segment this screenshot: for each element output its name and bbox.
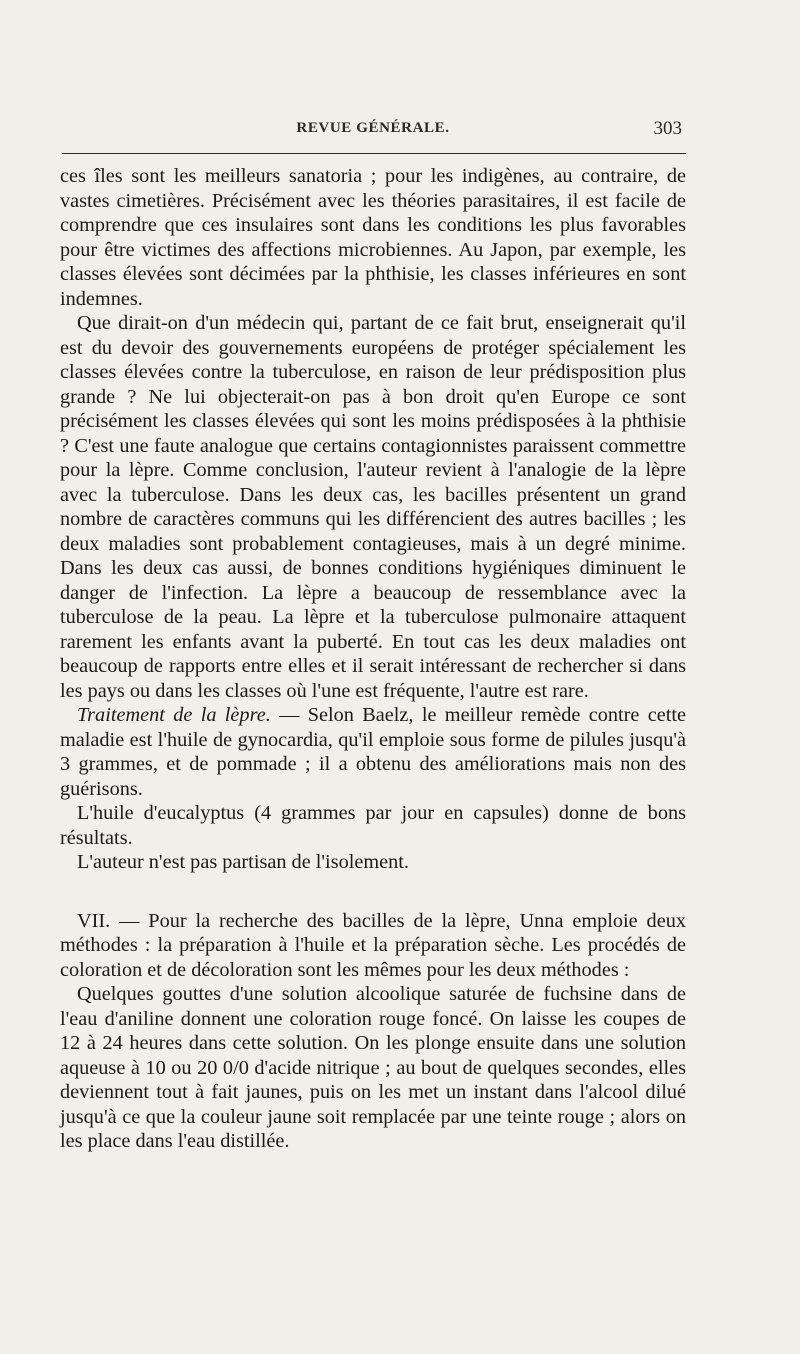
paragraph-eucalyptus: L'huile d'eucalyptus (4 grammes par jour en capsules) donne de bons résultats. bbox=[60, 802, 686, 849]
running-title: REVUE GÉNÉRALE. bbox=[296, 120, 450, 136]
body-text bbox=[60, 164, 686, 1154]
page-number: 303 bbox=[653, 118, 682, 139]
paragraph-treatment-text: — Selon Baelz, le meilleur remède contre cette maladie est l'huile de gynocardia, qu'il emploie sous forme de pilules jusqu'à 3 grammes, et de pommade ; il a obtenu des améliorations mais non des guérisons. bbox=[60, 704, 686, 800]
section-heading-treatment: Traitement de la lèpre. bbox=[77, 704, 271, 726]
paragraph-argument: Que dirait-on d'un médecin qui, partant de ce fait brut, enseignerait qu'il est du devoir des gouvernements européens de protéger spécialement les classes élevées contre la tuberculose, en raison de leur prédisposition plus grande ? Ne lui objecterait-on pas à bon droit qu'en Europe ce sont précisément les classes élevées qui sont les moins prédisposées à la phthisie ? C'est une faute analogue que certains contagionnistes paraissent commettre pour la lèpre. Comme conclusion, l'auteur revient à l'analogie de la lèpre avec la tuberculose. Dans les deux cas, les bacilles présentent un grand nombre de caractères communs qui les différencient des autres bacilles ; les deux maladies sont probablement contagieuses, mais à un degré minime. Dans les deux cas aussi, de bonnes conditions hygiéniques diminuent le danger de l'infection. La lèpre a beaucoup de ressemblance avec la tuberculose de la peau. La lèpre et la tuberculose pulmonaire attaquent rarement les enfants avant la puberté. En tout cas les deux maladies ont beaucoup de rapports entre elles et il serait intéressant de rechercher si dans les pays ou dans les classes où l'une est fréquente, l'autre est rare. bbox=[60, 312, 686, 702]
paragraph-section-vii: VII. — Pour la recherche des bacilles de la lèpre, Unna emploie deux méthodes : la préparation à l'huile et la préparation sèche. Les procédés de coloration et de décoloration sont les mêmes pour les deux méthodes : bbox=[60, 909, 686, 981]
paragraph-treatment bbox=[60, 703, 686, 801]
paragraph-staining: Quelques gouttes d'une solution alcoolique saturée de fuchsine dans de l'eau d'aniline donnent une coloration rouge foncé. On laisse les coupes de 12 à 24 heures dans cette solution. On les plonge ensuite dans une solution aqueuse à 10 ou 20 0/0 d'acide nitrique ; au bout de quelques secondes, elles deviennent tout à fait jaunes, puis on les met un instant dans l'alcool dilué jusqu'à ce que la couleur jaune soit remplacée par une teinte rouge ; alors on les place dans l'eau distillée. bbox=[60, 983, 686, 1152]
paragraph-continuation: ces îles sont les meilleurs sanatoria ; pour les indigènes, au contraire, de vastes cimetières. Précisément avec les théories parasitaires, il est facile de comprendre que ces insulaires sont dans les conditions les plus favorables pour être victimes des affections microbiennes. Au Japon, par exemple, les classes élevées sont décimées par la phthisie, les classes inférieures en sont indemnes. bbox=[60, 165, 686, 310]
page-header bbox=[60, 118, 686, 148]
header-rule bbox=[62, 153, 686, 154]
paragraph-isolation: L'auteur n'est pas partisan de l'isolement. bbox=[77, 851, 409, 873]
